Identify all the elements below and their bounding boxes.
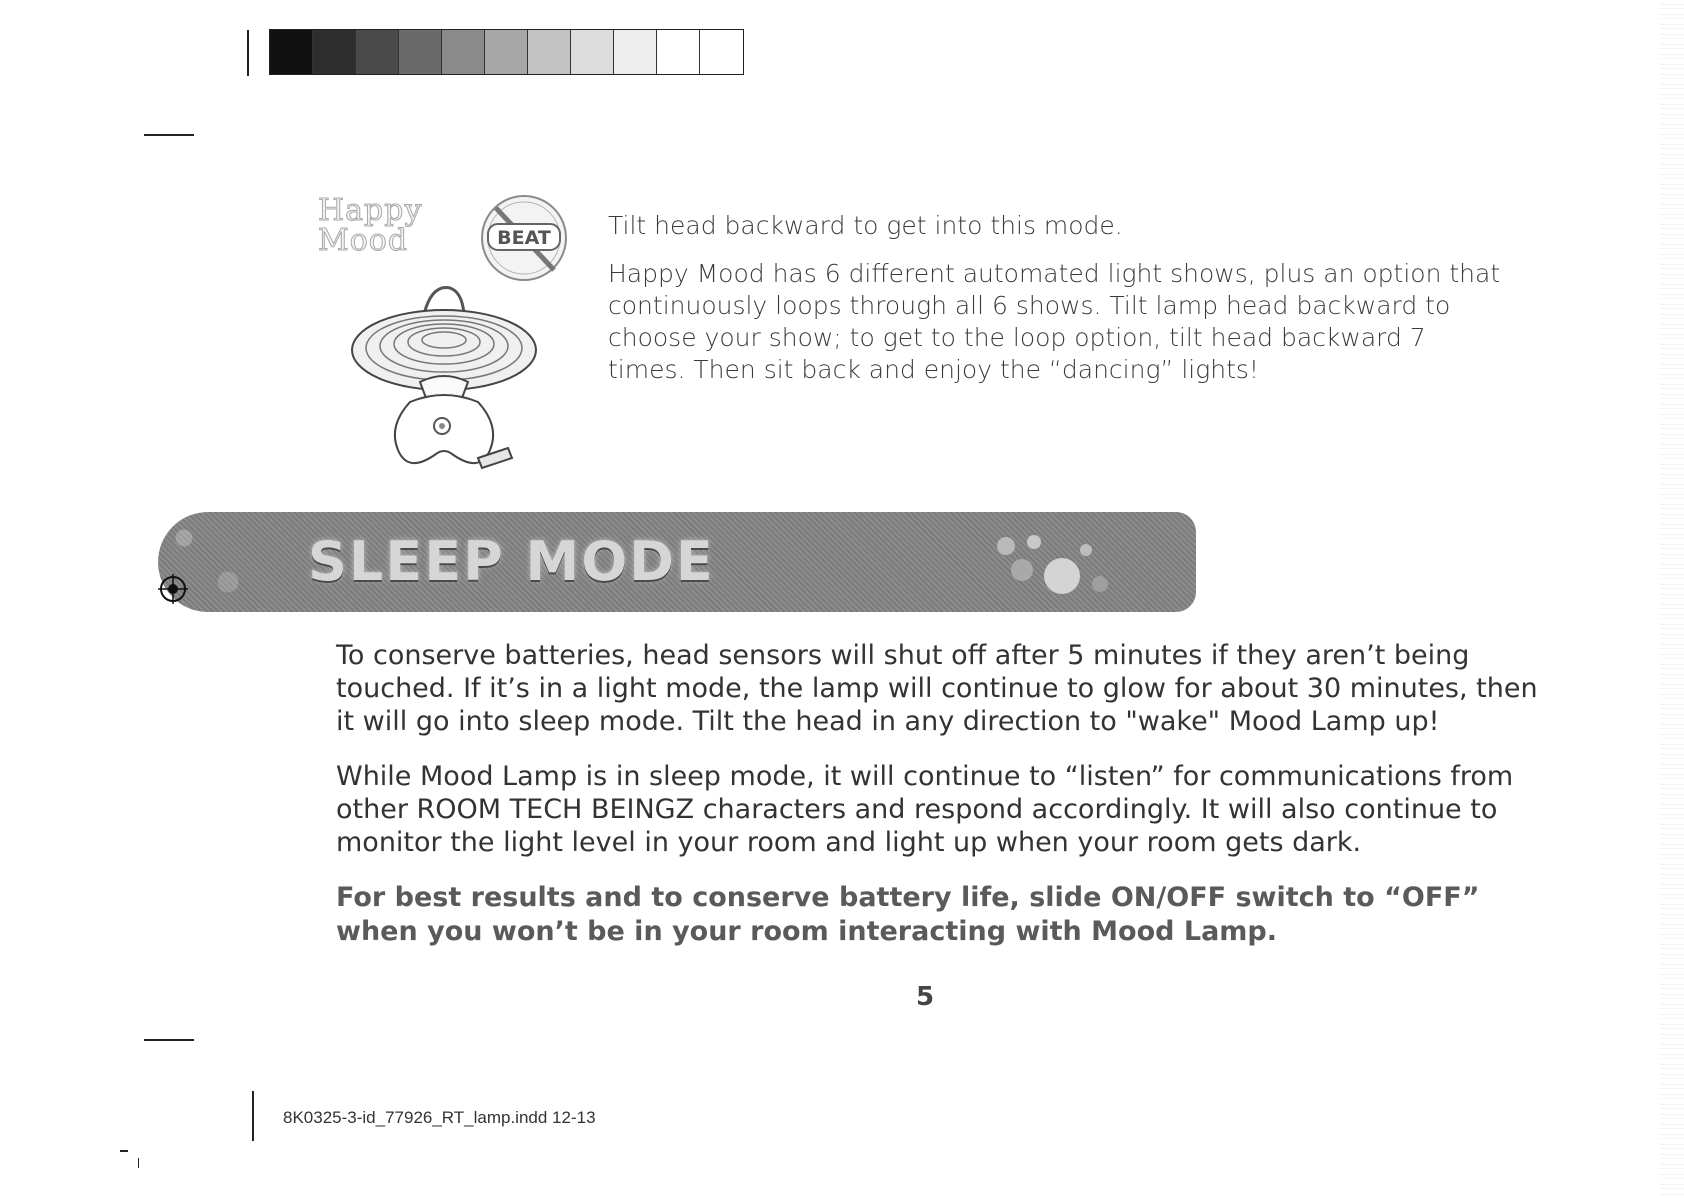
swatch <box>270 30 313 74</box>
swatch <box>528 30 571 74</box>
registration-target-icon <box>158 574 188 604</box>
sleep-mode-body <box>336 639 1556 971</box>
happy-mood-instruction: Tilt head backward to get into this mode. <box>608 211 1123 240</box>
crop-mark-top-vertical <box>247 30 249 76</box>
battery-tip: For best results and to conserve battery life, slide ON/OFF switch to “OFF” when you won’t be in your room interacting with Mood Lamp. <box>336 882 1480 947</box>
crop-mark-left-bottom <box>144 1039 194 1041</box>
swatch <box>313 30 356 74</box>
happy-mood-text <box>608 210 1508 400</box>
bubbles-decoration-icon <box>976 526 1136 602</box>
swatch <box>571 30 614 74</box>
section-heading: SLEEP MODE <box>308 530 715 593</box>
swatch <box>657 30 700 74</box>
sleep-mode-paragraph-2: While Mood Lamp is in sleep mode, it will continue to “listen” for communications from other ROOM TECH BEINGZ characters and respond accordingly. It will also continue to monitor the light level in your room and light up when your room gets dark. <box>336 761 1514 858</box>
happy-mood-description: Happy Mood has 6 different automated light shows, plus an option that continuously loops through all 6 shows. Tilt lamp head backward to choose your show; to get to the loop option, tilt head backward 7 times. Then sit back and enjoy the “dancing” lights! <box>608 259 1501 384</box>
happy-mood-logo-word-2: Mood <box>318 223 409 258</box>
happy-mood-logo-word-1: Happy <box>318 193 423 228</box>
print-slug: 8K0325-3-id_77926_RT_lamp.indd 12-13 <box>283 1108 596 1127</box>
beat-badge-icon <box>474 190 574 286</box>
swatch <box>485 30 528 74</box>
crop-mark-corner-tick <box>138 1158 139 1168</box>
sleep-mode-banner <box>158 512 1196 612</box>
mood-lamp-icon <box>340 278 550 488</box>
crop-mark-left-top <box>144 134 194 136</box>
crop-mark-corner <box>120 1150 128 1152</box>
beat-badge-text: BEAT <box>497 227 551 249</box>
scan-edge <box>1660 0 1684 1198</box>
swatch <box>614 30 657 74</box>
page-number: 5 <box>916 982 935 1012</box>
swatch <box>700 30 743 74</box>
crop-mark-bottom-vertical <box>252 1091 254 1141</box>
grayscale-color-bar <box>269 29 744 75</box>
happy-mood-logo <box>318 193 436 262</box>
swatch <box>442 30 485 74</box>
swatch <box>399 30 442 74</box>
sleep-mode-paragraph-1: To conserve batteries, head sensors will shut off after 5 minutes if they aren’t being touched. If it’s in a light mode, the lamp will continue to glow for about 30 minutes, then it will go into sleep mode. Tilt the head in any direction to "wake" Mood Lamp up! <box>336 640 1538 737</box>
swatch <box>356 30 399 74</box>
